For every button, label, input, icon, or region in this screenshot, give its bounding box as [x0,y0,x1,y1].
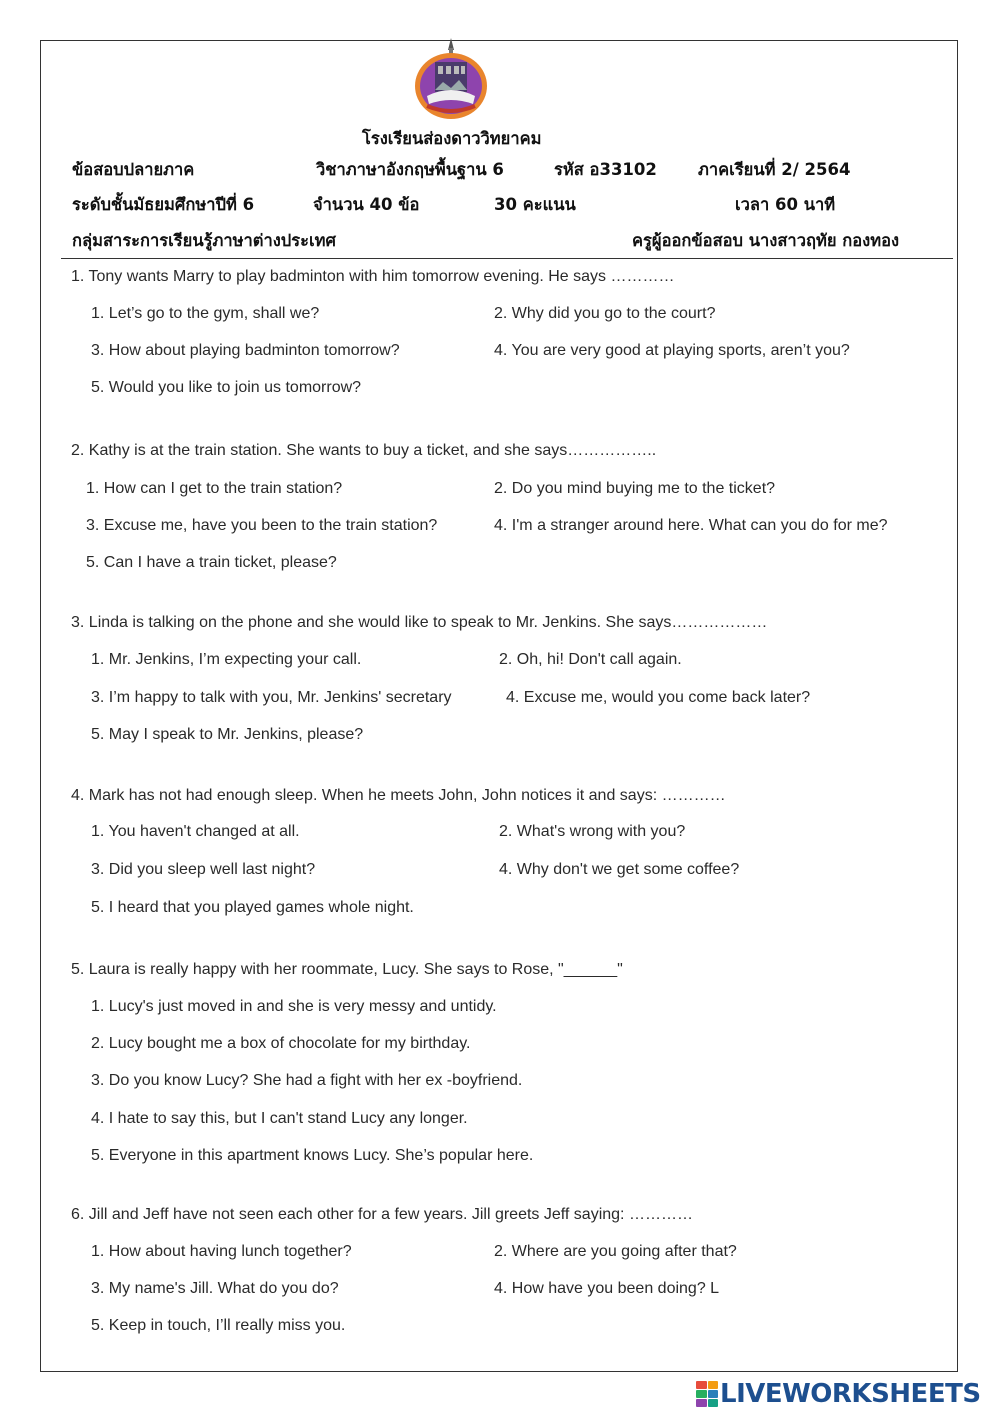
q2-option-5[interactable]: 5. Can I have a train ticket, please? [86,554,337,571]
school-name: โรงเรียนส่องดาววิทยาคม [362,129,542,148]
question-2: 2. Kathy is at the train station. She wants to buy a ticket, and she says…………….. [71,442,657,459]
q1-option-4[interactable]: 4. You are very good at playing sports, aren’t you? [494,342,850,359]
q4-option-3[interactable]: 3. Did you sleep well last night? [91,861,316,878]
subject-code: รหัส อ33102 [554,160,657,179]
q1-option-3[interactable]: 3. How about playing badminton tomorrow? [91,342,400,359]
q5-option-3[interactable]: 3. Do you know Lucy? She had a fight with her ex -boyfriend. [91,1072,523,1089]
q5-option-4[interactable]: 4. I hate to say this, but I can't stand Lucy any longer. [91,1110,468,1127]
q4-option-1[interactable]: 1. You haven't changed at all. [91,823,300,840]
q3-option-1[interactable]: 1. Mr. Jenkins, I’m expecting your call. [91,651,362,668]
q6-option-3[interactable]: 3. My name's Jill. What do you do? [91,1280,339,1297]
q6-option-5[interactable]: 5. Keep in touch, I’ll really miss you. [91,1317,346,1334]
q2-option-1[interactable]: 1. How can I get to the train station? [86,480,343,497]
question-4: 4. Mark has not had enough sleep. When he meets John, John notices it and says: ………… [71,787,726,804]
time-limit: เวลา 60 นาที [735,195,836,214]
q2-option-3[interactable]: 3. Excuse me, have you been to the train station? [86,517,438,534]
exam-type: ข้อสอบปลายภาค [72,160,195,179]
q3-option-3[interactable]: 3. I’m happy to talk with you, Mr. Jenkins' secretary [91,689,452,706]
q3-option-4[interactable]: 4. Excuse me, would you come back later? [506,689,811,706]
q5-option-2[interactable]: 2. Lucy bought me a box of chocolate for my birthday. [91,1035,471,1052]
subject-name: วิชาภาษาอังกฤษพื้นฐาน 6 [316,160,504,179]
liveworksheets-icon [696,1381,718,1407]
school-logo [413,38,489,120]
q1-option-1[interactable]: 1. Let’s go to the gym, shall we? [91,305,320,322]
q3-option-5[interactable]: 5. May I speak to Mr. Jenkins, please? [91,726,364,743]
question-5: 5. Laura is really happy with her roommate, Lucy. She says to Rose, "______" [71,961,623,978]
header-divider [61,258,953,259]
q4-option-4[interactable]: 4. Why don't we get some coffee? [499,861,740,878]
q6-option-2[interactable]: 2. Where are you going after that? [494,1243,737,1260]
q1-option-2[interactable]: 2. Why did you go to the court? [494,305,716,322]
q2-option-2[interactable]: 2. Do you mind buying me to the ticket? [494,480,776,497]
q6-option-1[interactable]: 1. How about having lunch together? [91,1243,352,1260]
department: กลุ่มสาระการเรียนรู้ภาษาต่างประเทศ [72,231,336,250]
q5-option-5[interactable]: 5. Everyone in this apartment knows Lucy. She’s popular here. [91,1147,534,1164]
question-3: 3. Linda is talking on the phone and she would like to speak to Mr. Jenkins. She says……………… [71,614,768,631]
q4-option-2[interactable]: 2. What's wrong with you? [499,823,686,840]
item-count: จำนวน 40 ข้อ [313,195,420,214]
question-6: 6. Jill and Jeff have not seen each other for a few years. Jill greets Jeff saying: ………… [71,1206,693,1223]
q1-option-5[interactable]: 5. Would you like to join us tomorrow? [91,379,362,396]
semester: ภาคเรียนที่ 2/ 2564 [698,160,851,179]
q5-option-1[interactable]: 1. Lucy's just moved in and she is very messy and untidy. [91,998,497,1015]
q3-option-2[interactable]: 2. Oh, hi! Don't call again. [499,651,682,668]
q4-option-5[interactable]: 5. I heard that you played games whole night. [91,899,414,916]
teacher-name: ครูผู้ออกข้อสอบ นางสาวฤทัย กองทอง [632,231,900,250]
question-1: 1. Tony wants Marry to play badminton with him tomorrow evening. He says ………… [71,268,675,285]
brand-text: LIVEWORKSHEETS [720,1379,981,1409]
q6-option-4[interactable]: 4. How have you been doing? L [494,1280,720,1297]
q2-option-4[interactable]: 4. I'm a stranger around here. What can you do for me? [494,517,888,534]
total-score: 30 คะแนน [494,195,576,214]
grade-level: ระดับชั้นมัธยมศึกษาปีที่ 6 [72,195,255,214]
liveworksheets-logo [696,1380,981,1408]
